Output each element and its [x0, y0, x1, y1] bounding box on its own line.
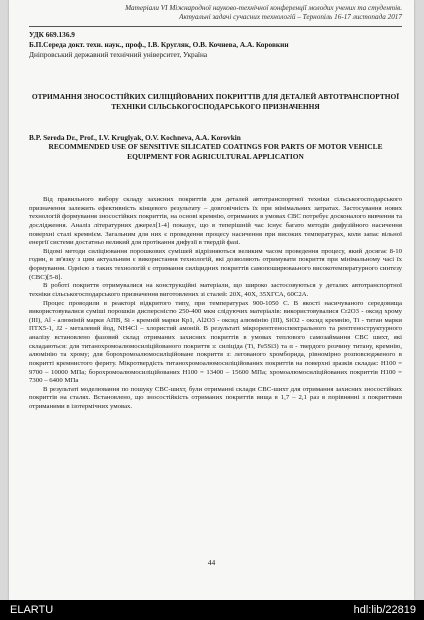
- paragraph: Від правильного вибору складу захисних покриттів для деталей автотранспортної техніки сільськогосподарського призначення залежить ефективність кінцевого результату – довговічність їх при мінімальних затратах. Застосування нових технологій формування зносостійких покриттів, на основі кремнію, отриманих в умовах СВС потребує досконалого вивчення та дослідження. Аналіз літературних джерел[1-4] показує, що в теперішній час існує багато методів дифузійного насичення поверхні сталі кремнієм. Загальним для них є проведення процесу насичення при високих температурах, коли запас вільної енергії системи достатньо великий для протікання дифузії в твердій фазі.: [29, 196, 402, 247]
- authors-uk: Б.П.Середа докт. техн. наук., проф., І.В. Кругляк, О.В. Кочнева, А.А. Коровкин: [29, 40, 289, 49]
- repository-name[interactable]: ELARTU: [10, 604, 54, 616]
- affiliation-uk: Дніпровський державний технічний університет, Україна: [29, 50, 208, 59]
- title-uk: ОТРИМАННЯ ЗНОСОСТІЙКИХ СИЛІЦІЙОВАНИХ ПОКРИТТІВ ДЛЯ ДЕТАЛЕЙ АВТОТРАНСПОРТНОЇ ТЕХНІКИ СІЛЬСЬКОГОСПОДАРСЬКОГО ПРИЗНАЧЕННЯ: [31, 92, 400, 111]
- title-en: RECOMMENDED USE OF SENSITIVE SILICATED COATINGS FOR PARTS OF MOTOR VEHICLE EQUIPMENT FOR AGRICULTURAL APPLICATION: [48, 142, 383, 161]
- page-number: 44: [207, 558, 216, 567]
- header-rule: [29, 26, 402, 27]
- conference-header-line-1: Матеріали VI Міжнародної науково-технічної конференції молодих учених та студентів.: [125, 4, 402, 12]
- paragraph: В роботі покриття отримувалися на конструкційні матеріали, що широко застосовуються у деталях автотранспортної техніки сільськогосподарського призначення виготовлених зі сталей: 20Х, 40Х, 35ХГСА, 60С2А.: [29, 282, 402, 298]
- paragraph: В результаті моделювання по пошуку СВС-шихт, були отриманні склади СВС-шихт для отримання захисних зносостійких покриттів на сталях. Встановлено, що зносостійкість отриманих покриттів вища в 1,7 – 2,1 раз в порівнянні з покриттями отриманими в ізотермічних умовах.: [29, 385, 402, 410]
- paragraph: Відомі методи силіціювання порошкових сумішей відрізняються великим часом проведення процесу, який досягає 8-10 годин, в зв'язку з цим актуальним є використання технологій, які дозволяють отримувати покриття при мінімальному часі їх формування. Однією з таких технологій є отримання силіцидних покриттів самопоширюваьного високотемпературного синтезу (СВС)[5-8].: [29, 247, 402, 281]
- udk-code: УДК 669.136.9: [29, 30, 75, 39]
- conference-header: [29, 4, 402, 22]
- handle-identifier[interactable]: hdl:lib/22819: [353, 604, 416, 616]
- conference-header-line-2: Актуальні задачі сучасних технологій – Тернопіль 16-17 листопада 2017: [179, 13, 402, 21]
- article-body: [29, 196, 402, 412]
- authors-en: B.P. Sereda Dr., Prof., I.V. Kruglyak, O.V. Kochneva, A.A. Korovkin: [29, 133, 241, 142]
- document-page: [9, 0, 414, 600]
- repository-footer-bar: [0, 600, 424, 620]
- paragraph: Процес проводили в реакторі відкритого типу, при температурах 900-1050 С. В якості насичуваного середовища використовувалися суміші порошків дисперсністю 250-400 мкм слідуючих матеріалів: використовувалися Cr2O3 - оксид хрому (ІІІ), Al - алюміній марки АПВ, Si - кремній марки Кр1, Al2O3 - оксид алюмінію (ІІІ), SiO2 - оксид кремнію, Ті - титан марки ПТХ5-1, J2 - металевий йод, NH4Cl – хлористий амоній. В результаті мікрорентгеноспектрального та рентгеноструктурного аналізу встановлено фазовий склад отриманих захисних покриттів в умовах теплового самозаймання СВС шихт, які складаються: для титанохромоалюмосиліційованого покриття з: силіціда (Ті, Fe5Si3) та α - твердого розчину титану, кремнію, алюмінію та хрому; для борохромоалюмосиліційоване покриття з: легованого хромборида, рівномірно розповсюдженого в покритті кремнистого фериту. Мікротвердість титанохромоалюмосиліційованих покриттів на поверхні зразків складає: Н100 = 9700 – 10000 МПа; борохромоалюмосиліційованих Н100 = 13400 – 15600 МПа; хромоалюмосиліційованих покриттів Н100 = 7300 – 6400 МПа: [29, 299, 402, 385]
